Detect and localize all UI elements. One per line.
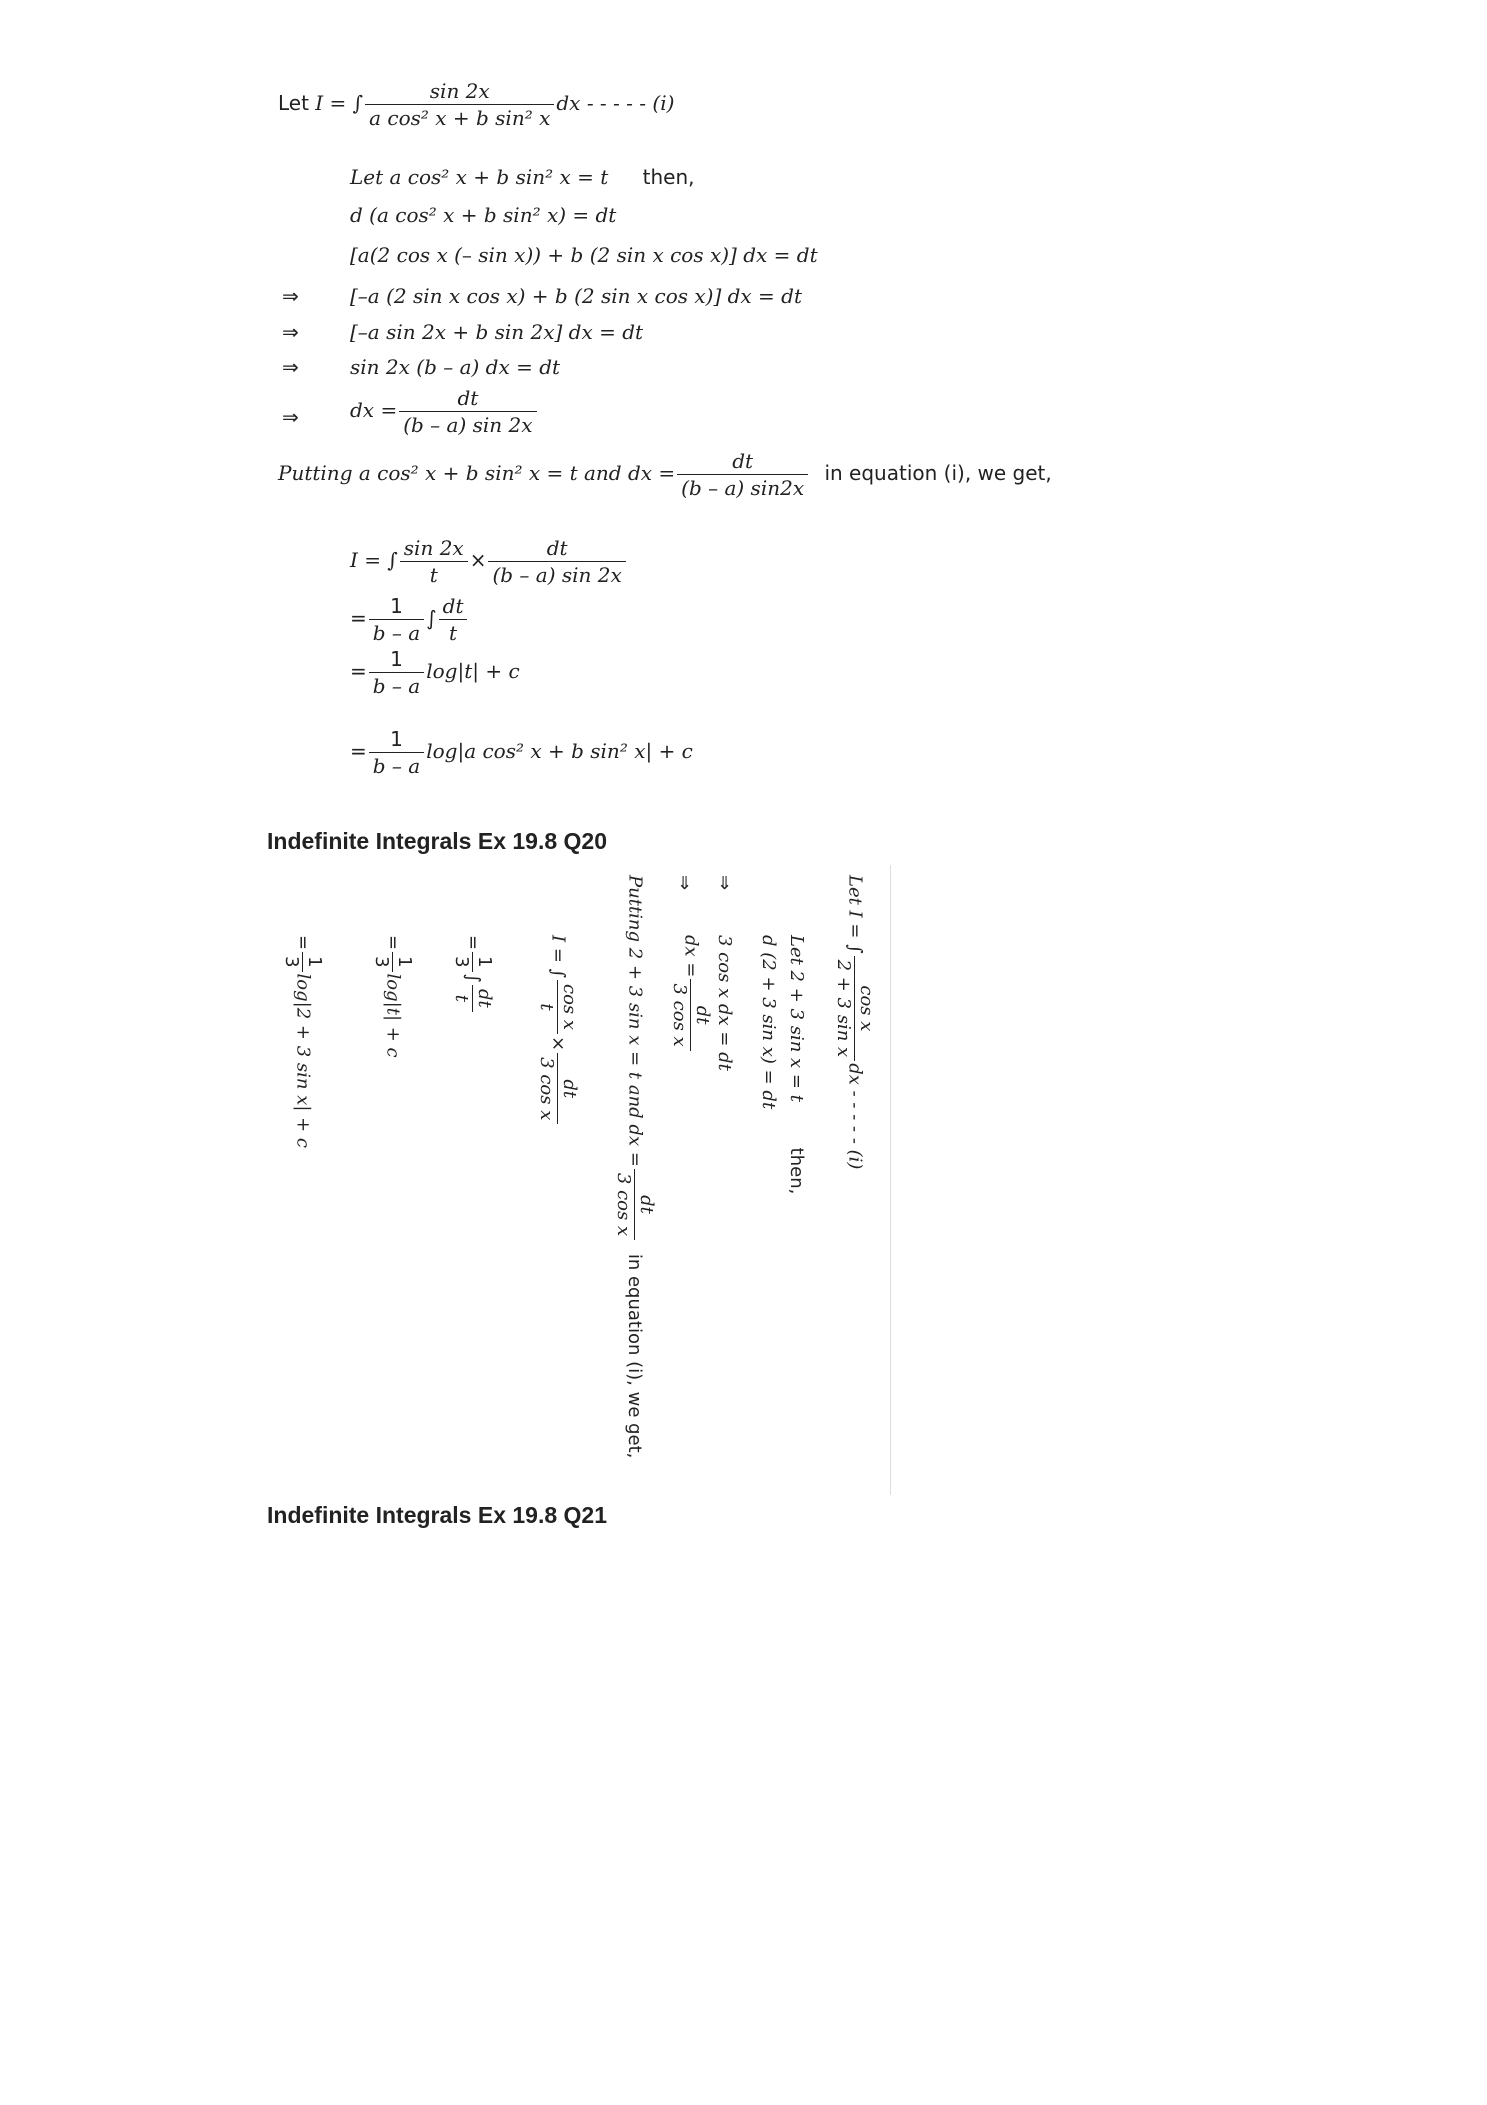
q20-line-2: Let 2 + 3 sin x = t then, — [786, 935, 807, 1195]
fraction: 1 3 — [280, 952, 325, 971]
q19-result-1: I = ∫ $\frac{\sin 2x}{t}$ × $\frac{dt}{(b - a) \sin 2x}$ — [350, 535, 628, 588]
fraction: 1 3 — [370, 952, 415, 971]
q19-line-7: sin 2x (b – a) dx = dt — [350, 355, 561, 379]
fraction: cos x 2 + 3 sin x — [832, 956, 877, 1062]
q20-result-3: = 1 3 log|t| + c — [371, 935, 415, 1058]
fraction: dt 3 cos x — [612, 1169, 657, 1240]
fraction: $\frac{dt}{(b - a) \sin 2x}$ — [488, 535, 625, 588]
q19-result-4: = $\frac{1}{b - a}$ log|a cos² x + b sin² x| + c — [350, 727, 693, 778]
q19-line-3: d (a cos² x + b sin² x) = dt — [350, 203, 617, 227]
fraction: 1 3 — [450, 952, 495, 971]
q20-result-2: = 1 3 ∫ dt t — [450, 935, 495, 1014]
fraction: $\frac{1}{b - a}$ — [369, 646, 424, 699]
q20-line-3: d (2 + 3 sin x) = dt — [758, 935, 779, 1110]
q20-line-1: Let I = ∫ cos x 2 + 3 sin x dx - - - - - (i) — [833, 875, 877, 1170]
fraction: $\frac{\sin 2x}{t}$ — [400, 535, 468, 588]
q19-line-8: dx = $\frac{dt}{(b - a) \sin 2x}$ — [350, 385, 539, 438]
implies-arrow: ⇒ — [282, 320, 299, 344]
fraction: $\frac{1}{b - a}$ — [369, 593, 424, 646]
fraction: $\frac{dt}{(b - a) \sin 2x}$ — [399, 385, 536, 438]
q20-result-1: I = ∫ cos x t × dt 3 cos x — [535, 935, 580, 1126]
q19-result-3: = $\frac{1}{b - a}$ log|t| + c — [350, 647, 520, 698]
fraction: dt 3 cos x — [535, 1053, 580, 1124]
fraction: dt 3 cos x — [668, 979, 713, 1050]
q19-line-4: [a(2 cos x (– sin x)) + b (2 sin x cos x)] dx = dt — [350, 243, 818, 267]
q19-line-6: [–a sin 2x + b sin 2x] dx = dt — [350, 320, 644, 344]
q19-line-5: [–a (2 sin x cos x) + b (2 sin x cos x)] dx = dt — [350, 284, 803, 308]
q20-line-5: dx = dt 3 cos x — [668, 935, 713, 1053]
section-heading-q21: Indefinite Integrals Ex 19.8 Q21 — [267, 1502, 608, 1528]
fraction: cos x t — [535, 980, 580, 1034]
implies-arrow: ⇒ — [714, 875, 735, 891]
q20-line-4: 3 cos x dx = dt — [714, 935, 735, 1071]
q20-rotated-solution — [265, 865, 885, 1495]
fraction: $\frac{dt}{(b - a) \sin 2x}$ — [677, 448, 808, 501]
q19-result-2: = $\frac{1}{b - a}$ ∫ $\frac{dt}{t}$ — [350, 593, 469, 646]
section-heading-q20: Indefinite Integrals Ex 19.8 Q20 — [267, 828, 608, 854]
fraction: $\frac{\sin 2x}{\text{a cos² x + b sin² x}}$ — [365, 78, 554, 131]
implies-arrow: ⇒ — [674, 875, 695, 891]
q20-result-4: = 1 3 log|2 + 3 sin x| + c — [281, 935, 325, 1149]
q19-line-2: Let a cos² x + b sin² x = t then, — [350, 165, 695, 189]
fraction: $\frac{dt}{t}$ — [439, 593, 468, 646]
fraction: dt t — [450, 985, 495, 1012]
implies-arrow: ⇒ — [282, 405, 299, 429]
fraction: $\frac{1}{b - a}$ — [369, 726, 424, 779]
q20-substitution-line: Putting 2 + 3 sin x = t and dx = dt 3 cos x in equation (i), we get, — [613, 875, 657, 1459]
q19-substitution-line: Putting a cos² x + b sin² x = t and dx = $\frac{dt}{(b - a) \sin 2x}$ in equation (i), we get, — [278, 449, 1052, 500]
panel-divider — [890, 865, 891, 1495]
q20-rotated-content — [265, 865, 885, 1495]
implies-arrow: ⇒ — [282, 284, 299, 308]
implies-arrow: ⇒ — [282, 355, 299, 379]
q19-line-1: Let I = ∫ $\frac{\sin 2x}{\text{a cos² x + b sin² x}}$ dx - - - - - (i) — [278, 79, 675, 130]
